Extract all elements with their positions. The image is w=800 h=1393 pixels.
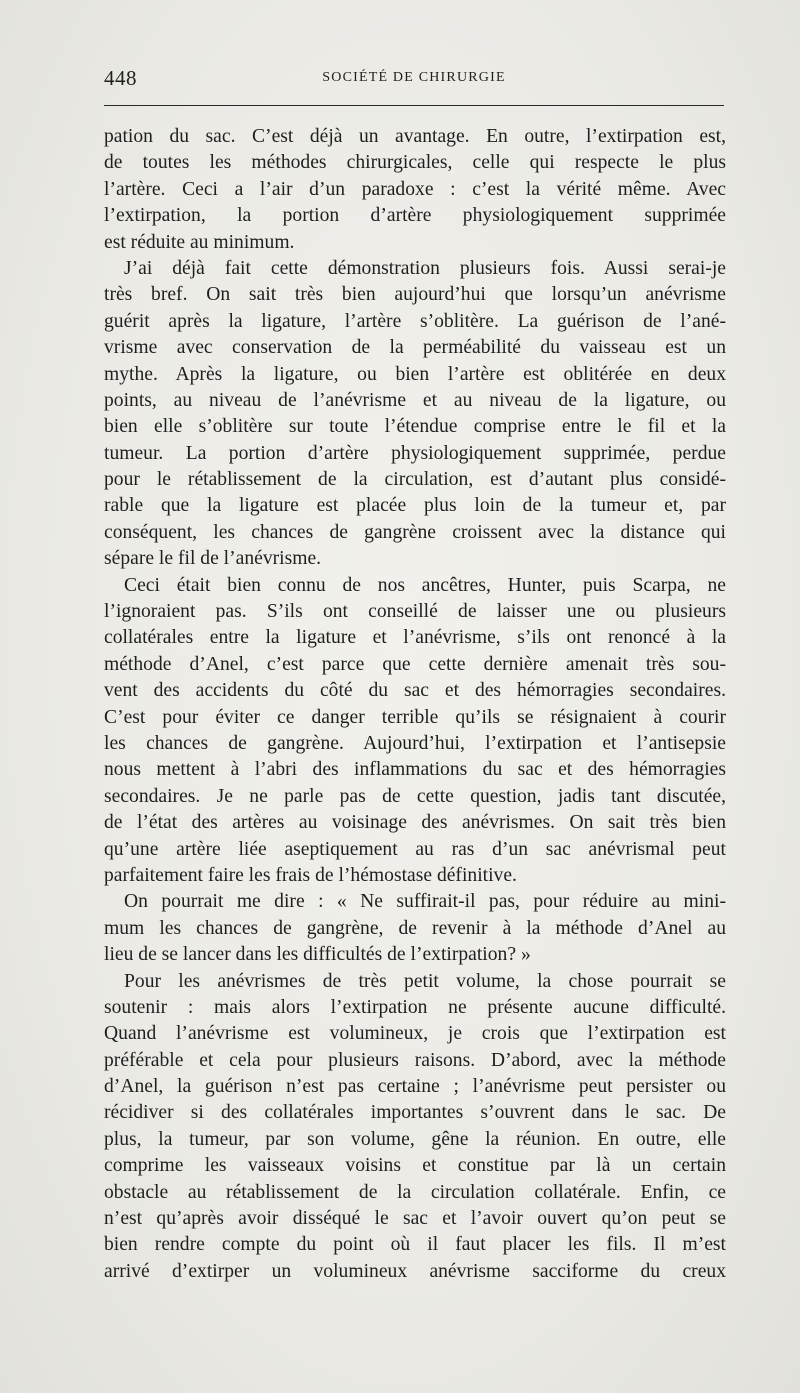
text-line: obstacle au rétablissement de la circulation collatérale. Enfin, ce xyxy=(104,1181,726,1203)
text-line: points, au niveau de l’anévrisme et au niveau de la ligature, ou xyxy=(104,389,726,411)
text-line: secondaires. Je ne parle pas de cette question, jadis tant discutée, xyxy=(104,785,726,807)
text-line: Pour les anévrismes de très petit volume, la chose pourrait se xyxy=(124,970,726,992)
text-line: récidiver si des collatérales importantes s’ouvrent dans le sac. De xyxy=(104,1102,726,1124)
text-line: nous mettent à l’abri des inflammations du sac et des hémorragies xyxy=(104,759,726,781)
text-line: bien rendre compte du point où il faut placer les fils. Il m’est xyxy=(104,1234,726,1256)
text-line: les chances de gangrène. Aujourd’hui, l’extirpation et l’antisepsie xyxy=(104,732,726,754)
text-line: conséquent, les chances de gangrène croissent avec la distance qui xyxy=(104,521,726,543)
text-line: vent des accidents du côté du sac et des hémorragies secondaires. xyxy=(104,680,726,702)
text-line: qu’une artère liée aseptiquement au ras d’un sac anévrismal peut xyxy=(104,838,726,860)
text-line: l’ignoraient pas. S’ils ont conseillé de laisser une ou plusieurs xyxy=(104,601,726,623)
text-line: pour le rétablissement de la circulation, est d’autant plus considé- xyxy=(104,469,726,491)
page-header xyxy=(104,66,724,94)
text-line: arrivé d’extirper un volumineux anévrisme sacciforme du creux xyxy=(104,1260,726,1282)
text-line: vrisme avec conservation de la perméabilité du vaisseau est un xyxy=(104,337,726,359)
text-line: plus, la tumeur, par son volume, gêne la réunion. En outre, elle xyxy=(104,1128,726,1150)
text-line: comprime les vaisseaux voisins et constitue par là un certain xyxy=(104,1155,726,1177)
text-line: J’ai déjà fait cette démonstration plusieurs fois. Aussi serai-je xyxy=(124,257,726,279)
text-line: On pourrait me dire : « Ne suffirait-il pas, pour réduire au mini- xyxy=(124,891,726,913)
text-line: guérit après la ligature, l’artère s’oblitère. La guérison de l’ané- xyxy=(104,310,726,332)
text-line: collatérales entre la ligature et l’anévrisme, s’ils ont renoncé à la xyxy=(104,627,726,649)
text-line: mythe. Après la ligature, ou bien l’artère est oblitérée en deux xyxy=(104,363,726,385)
text-line: lieu de se lancer dans les difficultés de l’extirpation? » xyxy=(104,944,531,966)
text-line: n’est qu’après avoir disséqué le sac et l’avoir ouvert qu’on peut se xyxy=(104,1208,726,1230)
text-line: mum les chances de gangrène, de revenir à la méthode d’Anel au xyxy=(104,917,726,939)
text-line: d’Anel, la guérison n’est pas certaine ; l’anévrisme peut persister ou xyxy=(104,1076,726,1098)
page-number: 448 xyxy=(104,66,137,90)
text-line: très bref. On sait très bien aujourd’hui que lorsqu’un anévrisme xyxy=(104,284,726,306)
body-text xyxy=(104,124,726,1285)
text-line: tumeur. La portion d’artère physiologiquement supprimée, perdue xyxy=(104,442,726,464)
text-line: bien elle s’oblitère sur toute l’étendue comprise entre le fil et la xyxy=(104,416,726,438)
text-line: l’extirpation, la portion d’artère physiologiquement supprimée xyxy=(104,205,726,227)
text-line: méthode d’Anel, c’est parce que cette dernière amenait très sou- xyxy=(104,653,726,675)
text-line: C’est pour éviter ce danger terrible qu’ils se résignaient à courir xyxy=(104,706,726,728)
text-line: Ceci était bien connu de nos ancêtres, Hunter, puis Scarpa, ne xyxy=(124,574,726,596)
text-line: de toutes les méthodes chirurgicales, celle qui respecte le plus xyxy=(104,152,726,174)
text-line: pation du sac. C’est déjà un avantage. En outre, l’extirpation est, xyxy=(104,126,726,147)
header-rule xyxy=(104,105,724,106)
text-line: de l’état des artères au voisinage des anévrismes. On sait très bien xyxy=(104,812,726,834)
running-head: SOCIÉTÉ DE CHIRURGIE xyxy=(322,70,506,85)
text-line: parfaitement faire les frais de l’hémostase définitive. xyxy=(104,864,517,886)
text-line: est réduite au minimum. xyxy=(104,231,295,253)
text-line: rable que la ligature est placée plus loin de la tumeur et, par xyxy=(104,495,726,517)
text-line: sépare le fil de l’anévrisme. xyxy=(104,548,322,570)
text-line: l’artère. Ceci a l’air d’un paradoxe : c’est la vérité même. Avec xyxy=(104,178,726,200)
text-line: soutenir : mais alors l’extirpation ne présente aucune difficulté. xyxy=(104,996,726,1018)
text-line: Quand l’anévrisme est volumineux, je crois que l’extirpation est xyxy=(104,1023,726,1045)
text-line: préférable et cela pour plusieurs raisons. D’abord, avec la méthode xyxy=(104,1049,726,1071)
